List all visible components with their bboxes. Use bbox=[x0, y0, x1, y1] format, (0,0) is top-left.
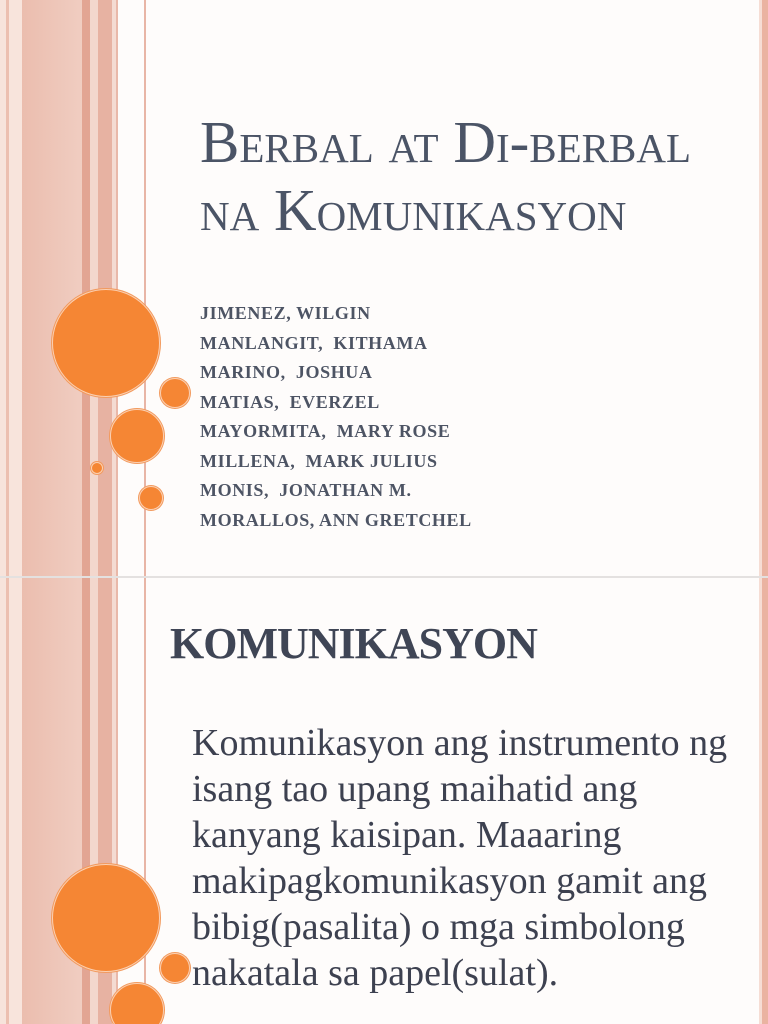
presenter-name: JIMENEZ, WILGIN bbox=[200, 303, 371, 323]
decorative-stripe bbox=[762, 0, 768, 576]
orange-circle-decoration bbox=[160, 953, 190, 983]
decorative-stripe bbox=[98, 0, 112, 576]
decorative-stripe bbox=[9, 0, 22, 576]
presenter-name: MONIS, JONATHAN M. bbox=[200, 480, 412, 500]
decorative-stripe bbox=[90, 0, 98, 576]
body-text-line: bibig(pasalita) o mga simbolong bbox=[192, 906, 685, 948]
decorative-stripe bbox=[9, 578, 22, 1024]
orange-circle-decoration bbox=[91, 462, 103, 474]
orange-circle-decoration bbox=[110, 409, 164, 463]
slide-title-line: Berbal at Di-berbal bbox=[200, 109, 691, 175]
presenter-name: MORALLOS, ANN GRETCHEL bbox=[200, 509, 472, 530]
body-text-line: makipagkomunikasyon gamit ang bbox=[192, 860, 708, 902]
decorative-stripe bbox=[22, 0, 82, 576]
presenter-name: MATIAS, EVERZEL bbox=[200, 391, 380, 412]
body-text-line: kanyang kaisipan. Maaaring bbox=[192, 814, 622, 856]
slide-body-text bbox=[192, 720, 727, 996]
orange-circle-decoration bbox=[160, 378, 190, 408]
decorative-stripe bbox=[82, 0, 90, 576]
orange-circle-decoration bbox=[52, 289, 160, 397]
slide-heading: KOMUNIKASYON bbox=[170, 619, 537, 668]
presenter-name: MANLANGIT, KITHAMA bbox=[200, 332, 428, 353]
orange-circle-decoration bbox=[139, 486, 163, 510]
decorative-stripe bbox=[762, 578, 768, 1024]
presenter-name: MAYORMITA, MARY ROSE bbox=[200, 421, 451, 441]
decorative-stripe bbox=[116, 0, 118, 576]
body-text-line: Komunikasyon ang instrumento ng bbox=[192, 722, 728, 764]
decorative-divider-line bbox=[144, 578, 146, 1024]
slide-title bbox=[200, 108, 691, 244]
body-text-line: nakatala sa papel(sulat). bbox=[192, 952, 559, 994]
presenter-name: MILLENA, MARK JULIUS bbox=[200, 450, 438, 471]
presenter-name: MARINO, JOSHUA bbox=[200, 362, 373, 382]
body-text-line: isang tao upang maihatid ang bbox=[192, 768, 638, 810]
orange-circle-decoration bbox=[52, 864, 160, 972]
content-slide bbox=[0, 578, 768, 1024]
orange-circle-decoration bbox=[110, 983, 164, 1024]
presenter-list bbox=[200, 299, 472, 535]
slide-title-line: na Komunikasyon bbox=[200, 177, 627, 243]
